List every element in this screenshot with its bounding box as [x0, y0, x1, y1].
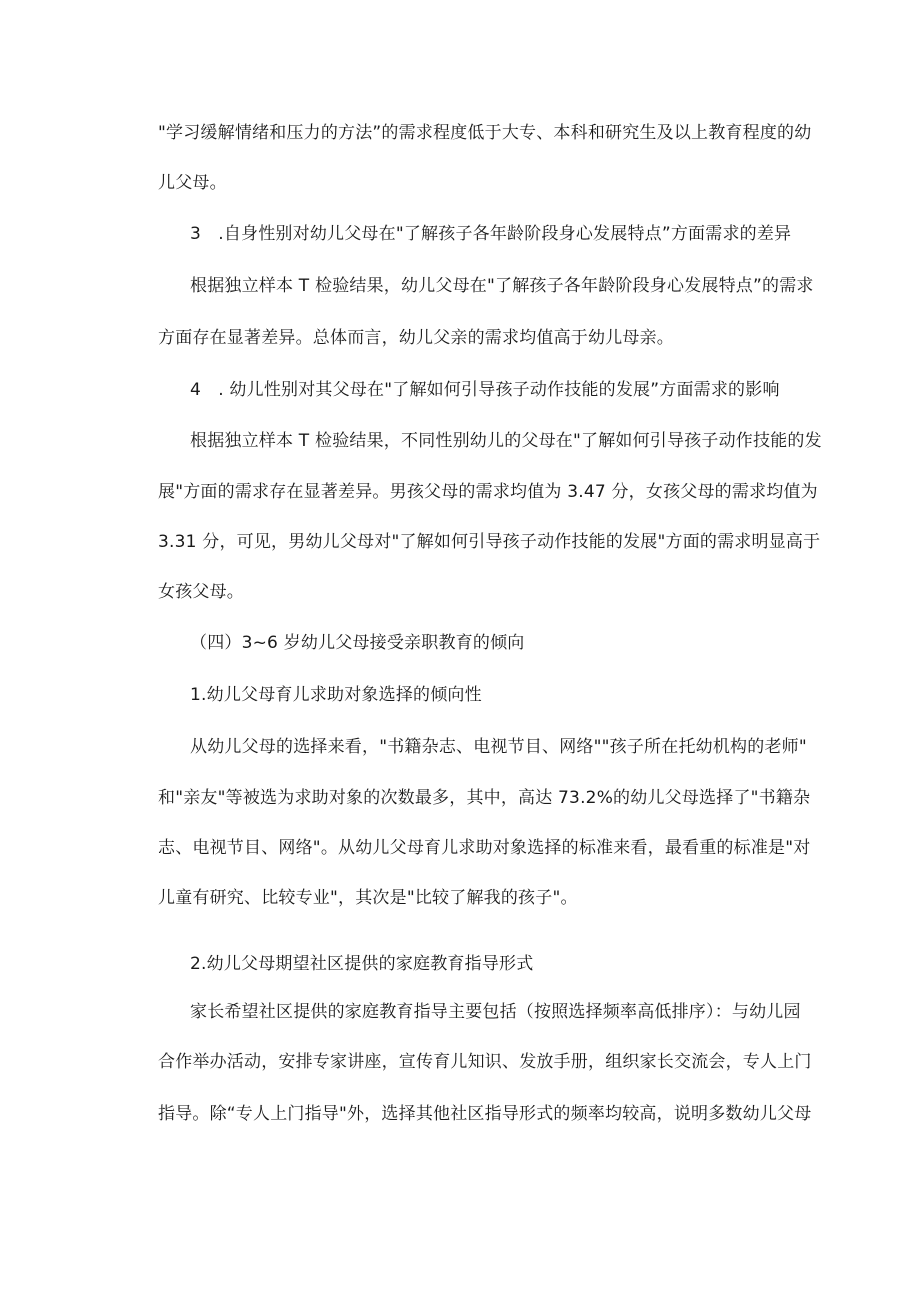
paragraph-line-20: 指导。除“专人上门指导"外，选择其他社区指导形式的频率均较高，说明多数幼儿父母: [158, 1104, 812, 1124]
paragraph-line-8: 展"方面的需求存在显著差异。男孩父母的需求均值为 3.47 分，女孩父母的需求均值为: [158, 482, 818, 502]
paragraph-line-16: 儿童有研究、比较专业"，其次是"比较了解我的孩子"。: [158, 888, 578, 908]
paragraph-line-2: 儿父母。: [158, 173, 227, 193]
section-heading-4: 4 . 幼儿性别对其父母在"了解如何引导孩子动作技能的发展”方面需求的影响: [190, 380, 780, 400]
paragraph-line-9: 3.31 分，可见，男幼儿父母对"了解如何引导孩子动作技能的发展"方面的需求明显高于: [158, 532, 821, 552]
subsection-heading-1: 1.幼儿父母育儿求助对象选择的倾向性: [190, 685, 482, 705]
paragraph-line-4: 根据独立样本 T 检验结果，幼儿父母在"了解孩子各年龄阶段身心发展特点”的需求: [190, 276, 814, 296]
subsection-heading-2: 2.幼儿父母期望社区提供的家庭教育指导形式: [190, 954, 534, 974]
paragraph-line-1: "学习缓解情绪和压力的方法”的需求程度低于大专、本科和研究生及以上教育程度的幼: [158, 123, 812, 143]
section-heading-four: （四）3~6 岁幼儿父母接受亲职教育的倾向: [190, 633, 525, 653]
paragraph-line-7: 根据独立样本 T 检验结果，不同性别幼儿的父母在"了解如何引导孩子动作技能的发: [190, 431, 822, 451]
paragraph-line-19: 合作举办活动，安排专家讲座，宣传育儿知识、发放手册，组织家长交流会，专人上门: [158, 1052, 812, 1072]
paragraph-line-10: 女孩父母。: [158, 582, 244, 602]
paragraph-line-15: 志、电视节目、网络"。从幼儿父母育儿求助对象选择的标准来看，最看重的标准是"对: [158, 838, 811, 858]
paragraph-line-14: 和"亲友"等被选为求助对象的次数最多，其中，高达 73.2%的幼儿父母选择了"书籍杂: [158, 788, 811, 808]
section-heading-3: 3 .自身性别对幼儿父母在"了解孩子各年龄阶段身心发展特点”方面需求的差异: [190, 224, 792, 244]
paragraph-line-13: 从幼儿父母的选择来看，"书籍杂志、电视节目、网络""孩子所在托幼机构的老师": [190, 737, 807, 757]
paragraph-line-5: 方面存在显著差异。总体而言，幼儿父亲的需求均值高于幼儿母亲。: [158, 328, 674, 348]
paragraph-line-18: 家长希望社区提供的家庭教育指导主要包括（按照选择频率高低排序）：与幼儿园: [190, 1002, 801, 1022]
